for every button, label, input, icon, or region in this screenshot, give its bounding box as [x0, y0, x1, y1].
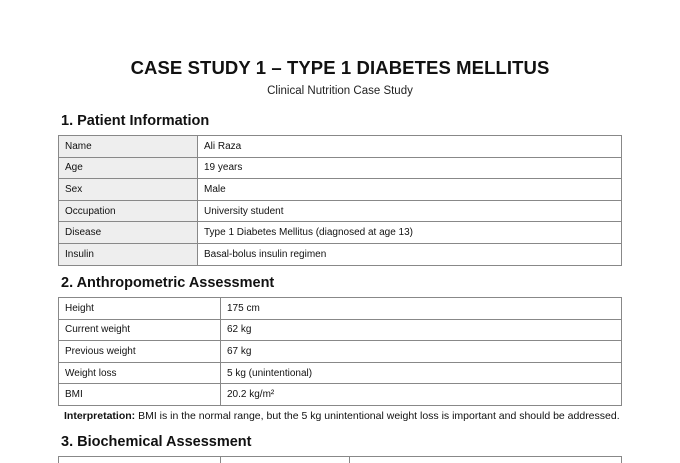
table-row — [59, 298, 622, 320]
table-row — [59, 222, 622, 244]
table-row — [59, 200, 622, 222]
interpretation-text: BMI is in the normal range, but the 5 kg unintentional weight loss is important and should be addressed. — [135, 410, 620, 422]
row-label: Previous weight — [59, 341, 221, 363]
section-heading-anthropometric-assessment: 2. Anthropometric Assessment — [61, 275, 275, 291]
row-label: Sex — [59, 179, 198, 201]
row-label: BMI — [59, 384, 221, 406]
biochemical-table — [58, 456, 622, 463]
row-value: Male — [198, 179, 622, 201]
interpretation-label: Interpretation: — [64, 410, 136, 422]
section-heading-patient-information: 1. Patient Information — [61, 113, 210, 129]
row-value: 5 kg (unintentional) — [221, 362, 622, 384]
table-row — [59, 319, 622, 341]
row-label: Age — [59, 157, 198, 179]
row-label: Insulin — [59, 243, 198, 265]
row-value: Ali Raza — [198, 136, 622, 158]
row-label: Height — [59, 298, 221, 320]
row-value: 62 kg — [221, 319, 622, 341]
table-row — [59, 362, 622, 384]
table-row — [59, 157, 622, 179]
row-value: University student — [198, 200, 622, 222]
patient-information-table — [58, 135, 622, 266]
table-row — [59, 341, 622, 363]
table-border — [621, 457, 622, 463]
row-label: Occupation — [59, 200, 198, 222]
table-border — [58, 457, 59, 463]
interpretation-note — [64, 410, 620, 422]
row-value: 20.2 kg/m² — [221, 384, 622, 406]
document-title: CASE STUDY 1 – TYPE 1 DIABETES MELLITUS — [130, 57, 550, 78]
row-value: 19 years — [198, 157, 622, 179]
anthropometric-table — [58, 297, 622, 406]
table-row — [59, 179, 622, 201]
row-label: Name — [59, 136, 198, 158]
table-border — [349, 457, 350, 463]
row-value: Basal-bolus insulin regimen — [198, 243, 622, 265]
row-label: Disease — [59, 222, 198, 244]
row-value: Type 1 Diabetes Mellitus (diagnosed at age 13) — [198, 222, 622, 244]
table-row — [59, 136, 622, 158]
row-value: 67 kg — [221, 341, 622, 363]
table-row — [59, 243, 622, 265]
row-label: Current weight — [59, 319, 221, 341]
row-value: 175 cm — [221, 298, 622, 320]
document-subtitle: Clinical Nutrition Case Study — [267, 85, 413, 97]
table-border — [220, 457, 221, 463]
row-label: Weight loss — [59, 362, 221, 384]
section-heading-biochemical-assessment: 3. Biochemical Assessment — [61, 434, 252, 450]
table-row — [59, 384, 622, 406]
